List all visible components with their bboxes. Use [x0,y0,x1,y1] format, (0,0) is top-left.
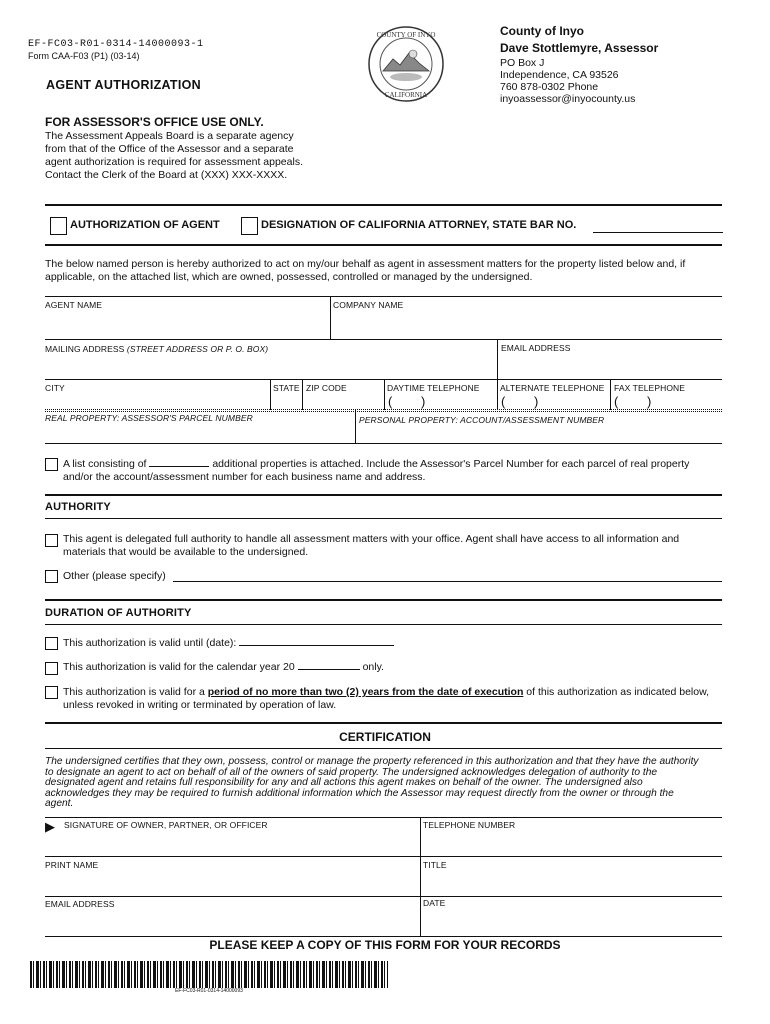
full-authority-checkbox[interactable] [45,534,58,547]
signature-label: SIGNATURE OF OWNER, PARTNER, OR OFFICER [64,820,268,830]
calendar-year-text: This authorization is valid for the calendar year 20 only. [63,661,384,673]
print-name-field[interactable] [45,872,417,894]
mailing-address-label: MAILING ADDRESS (STREET ADDRESS OR P. O. BOX) [45,344,269,354]
zip-label: ZIP CODE [306,383,347,393]
city-label: CITY [45,383,65,393]
office-use-heading: FOR ASSESSOR'S OFFICE USE ONLY. [45,115,264,129]
certification-heading: CERTIFICATION [339,730,431,744]
state-field[interactable] [272,393,300,409]
email-address-label: EMAIL ADDRESS [501,343,571,353]
authorization-of-agent-checkbox[interactable] [50,217,67,235]
company-name-field[interactable] [333,309,721,337]
title-field[interactable] [423,872,721,894]
daytime-phone-field[interactable]: ( ) [388,394,426,409]
signature-arrow-icon: ▶ [45,819,55,834]
telephone-field[interactable] [423,832,721,854]
city-field[interactable] [45,393,268,409]
full-authority-text: This agent is delegated full authority to handle all assessment matters with your office. Agent shall have access to all information and materials that would be available to the undersigned. [63,533,680,558]
email-label: EMAIL ADDRESS [45,899,115,909]
form-number: Form CAA-F03 (P1) (03-14) [28,51,140,61]
daytime-phone-label: DAYTIME TELEPHONE [387,383,480,393]
calendar-year-checkbox[interactable] [45,662,58,675]
additional-properties-count-field[interactable] [149,466,209,467]
svg-text:CALIFORNIA: CALIFORNIA [384,91,428,99]
real-property-field[interactable] [45,425,353,441]
attached-list-text: A list consisting of additional properties is attached. Include the Assessor's Parcel Number for each parcel of real property and/or the account/assessment number for each business name and address. [63,458,690,483]
duration-heading: DURATION OF AUTHORITY [45,607,192,619]
authority-heading: AUTHORITY [45,501,111,513]
zip-field[interactable] [304,393,382,409]
agent-name-field[interactable] [45,309,328,337]
date-field[interactable] [423,911,721,933]
fax-label: FAX TELEPHONE [614,383,686,393]
calendar-year-field[interactable] [298,669,360,670]
title-label: TITLE [423,860,447,870]
telephone-label: TELEPHONE NUMBER [423,820,516,830]
agent-name-label: AGENT NAME [45,300,103,310]
print-name-label: PRINT NAME [45,860,99,870]
designation-attorney-label: DESIGNATION OF CALIFORNIA ATTORNEY, STATE BAR NO. [261,219,577,231]
email-field[interactable] [45,911,417,933]
real-property-label: REAL PROPERTY: ASSESSOR'S PARCEL NUMBER [45,413,253,423]
attached-list-checkbox[interactable] [45,458,58,471]
certification-text: The undersigned certifies that they own, possess, control or manage the property referenced in this authorization and that they have the authority to designate an agent to act on behalf of all of the owners of said property. The undersigned acknowledges delegation of authority to the designated agent and retains full responsibility for any and all actions this agent makes on behalf of the owner. The undersigned also acknowledges they may be required to furnish additional information which the Assessor may request directly from the owner or through the agent. [45,756,699,810]
email-address-field[interactable] [501,355,721,377]
office-use-text: The Assessment Appeals Board is a separate agency from that of the Office of the Assessor and a separate agent authorization is required for assessment appeals. Contact the Clerk of the Board at (XXX) XXX-XXXX. [45,130,303,181]
form-title: AGENT AUTHORIZATION [46,78,201,92]
alternate-phone-label: ALTERNATE TELEPHONE [500,383,605,393]
personal-property-field[interactable] [359,427,721,441]
date-label: DATE [423,898,446,908]
office-city: Independence, CA 93526 [500,69,619,81]
state-bar-number-field[interactable] [593,232,723,233]
barcode [30,961,388,988]
company-name-label: COMPANY NAME [333,300,404,310]
assessor-name: Dave Stottlemyre, Assessor [500,41,659,55]
two-year-period-text: This authorization is valid for a period of no more than two (2) years from the date of execution of this authorization as indicated below, unless revoked in writing or terminated by operation of law. [63,686,709,711]
authorization-of-agent-label: AUTHORIZATION OF AGENT [70,219,220,231]
mailing-address-field[interactable] [45,355,495,377]
form-code: EF-FC03-R01-0314-14000093-1 [28,39,204,50]
fax-field[interactable]: ( ) [614,394,652,409]
other-authority-field[interactable] [173,581,722,582]
office-phone: 760 878-0302 Phone [500,81,599,93]
other-authority-label: Other (please specify) [63,570,166,582]
signature-field[interactable] [45,832,417,854]
designation-attorney-checkbox[interactable] [241,217,258,235]
alternate-phone-field[interactable]: ( ) [501,394,539,409]
keep-copy-notice: PLEASE KEEP A COPY OF THIS FORM FOR YOUR RECORDS [209,938,561,952]
svg-text:COUNTY OF INYO: COUNTY OF INYO [376,31,436,39]
state-label: STATE [273,383,300,393]
valid-until-checkbox[interactable] [45,637,58,650]
two-year-period-checkbox[interactable] [45,686,58,699]
po-box: PO Box J [500,57,545,69]
valid-until-date-field[interactable] [239,645,394,646]
barcode-text: EF-FC03-R01-0314-14000093 [175,988,243,994]
valid-until-text: This authorization is valid until (date): [63,637,394,650]
county-name: County of Inyo [500,24,584,38]
other-authority-checkbox[interactable] [45,570,58,583]
office-email: inyoassessor@inyocounty.us [500,93,636,105]
county-seal [367,25,445,103]
intro-text: The below named person is hereby authorized to act on my/our behalf as agent in assessment matters for the property listed below and, if applicable, on the attached list, which are owned, possessed, controlled or managed by the undersigned. [45,258,686,283]
personal-property-label: PERSONAL PROPERTY: ACCOUNT/ASSESSMENT NUMBER [359,415,605,425]
